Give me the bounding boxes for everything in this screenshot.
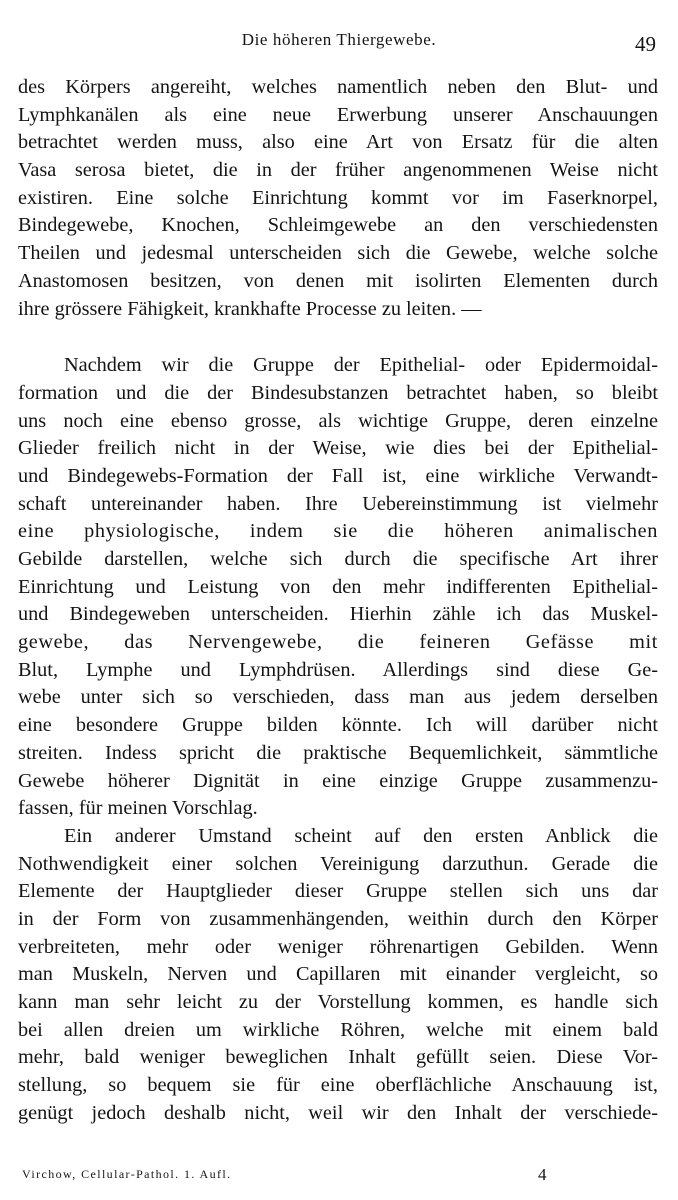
text-line: uns noch eine ebenso grosse, als wichtige Gruppe, deren einzelne [18,409,658,432]
paragraph-1 [18,74,658,323]
text-line: Nachdem wir die Gruppe der Epithelial- oder Epidermoidal- [64,354,658,377]
text-line: streiten. Indess spricht die praktische Bequemlichkeit, sämmtliche [18,741,658,764]
text-line: betrachtet werden muss, also eine Art von Ersatz für die alten [18,131,658,154]
text-line: Glieder freilich nicht in der Weise, wie dies bei der Epithelial- [18,437,658,460]
body-text [18,74,658,1127]
page-footer [22,1167,662,1189]
text-line: in der Form von zusammenhängenden, weithin durch den Körper [18,907,658,930]
running-head [0,26,678,62]
text-line: genügt jedoch deshalb nicht, weil wir den Inhalt der verschiede- [18,1101,658,1124]
text-line: Bindegewebe, Knochen, Schleimgewebe an den verschiedensten [18,214,658,237]
text-line: und Bindegeweben unterscheiden. Hierhin zähle ich das Muskel- [18,603,658,626]
text-line: webe unter sich so verschieden, dass man aus jedem derselben [18,686,658,709]
paragraph-2 [18,352,658,823]
text-line: kann man sehr leicht zu der Vorstellung kommen, es handle sich [18,991,658,1013]
text-line: stellung, so bequem sie für eine oberflächliche Anschauung ist, [18,1074,658,1097]
text-line: Theilen und jedesmal unterscheiden sich die Gewebe, welche solche [18,242,658,265]
text-line: Vasa serosa bietet, die in der früher angenommenen Weise nicht [18,159,658,182]
text-line: eine besondere Gruppe bilden könnte. Ich will darüber nicht [18,714,658,737]
text-line: man Muskeln, Nerven und Capillaren mit einander vergleicht, so [18,963,658,986]
page-number: 49 [635,32,656,56]
text-line: schaft untereinander haben. Ihre Uebereinstimmung ist vielmehr [18,492,658,515]
text-line: ihre grössere Fähigkeit, krankhafte Processe zu leiten. — [18,297,482,320]
text-line: Lymphkanälen als eine neue Erwerbung unserer Anschauungen [18,103,658,126]
text-line: Nothwendigkeit einer solchen Vereinigung darzuthun. Gerade die [18,852,658,875]
text-line: mehr, bald weniger beweglichen Inhalt gefüllt seien. Diese Vor- [18,1046,658,1069]
text-line: formation und die der Bindesubstanzen betrachtet haben, so bleibt [18,381,658,404]
text-line: und Bindegewebs-Formation der Fall ist, eine wirkliche Verwandt- [18,464,658,487]
paragraph-3 [18,823,658,1128]
text-line: existiren. Eine solche Einrichtung kommt vor im Faserknorpel, [18,186,658,209]
text-line: Gebilde darstellen, welche sich durch die specifische Art ihrer [18,548,658,570]
sheet-number: 4 [538,1165,547,1184]
text-line: verbreiteten, mehr oder weniger röhrenartigen Gebilden. Wenn [18,935,658,958]
text-line: Einrichtung und Leistung von den mehr indifferenten Epithelial- [18,575,658,598]
text-line: Elemente der Hauptglieder dieser Gruppe stellen sich uns dar [18,880,658,903]
paragraph-spacer [18,323,658,352]
text-line: bei allen dreien um wirkliche Röhren, welche mit einem bald [18,1018,658,1041]
text-line: Blut, Lymphe und Lymphdrüsen. Allerdings sind diese Ge- [18,658,658,681]
text-line: Anastomosen besitzen, von denen mit isolirten Elementen durch [18,269,658,292]
text-line: fassen, für meinen Vorschlag. [18,797,258,820]
running-title: Die höheren Thiergewebe. [241,30,437,49]
text-line: Gewebe höherer Dignität in eine einzige Gruppe zusammenzu- [18,769,658,792]
text-line: gewebe, das Nervengewebe, die feineren Gefässe mit [18,631,658,654]
text-line: eine physiologische, indem sie die höheren animalischen [18,520,658,543]
text-line: des Körpers angereiht, welches namentlich neben den Blut- und [18,76,658,98]
text-line: Ein anderer Umstand scheint auf den ersten Anblick die [64,824,658,847]
printer-signature: Virchow, Cellular-Pathol. 1. Aufl. [22,1167,232,1181]
